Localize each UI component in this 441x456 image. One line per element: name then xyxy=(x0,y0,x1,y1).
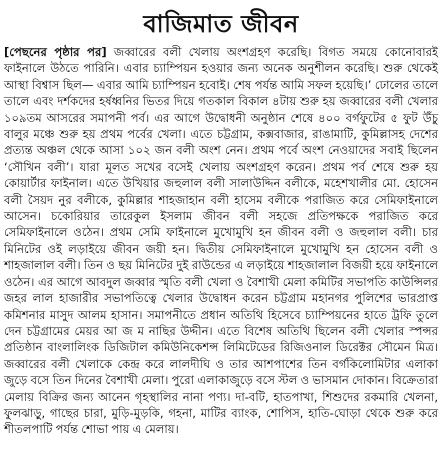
article-body xyxy=(4,44,438,438)
headline: বাজিমাত জীবন xyxy=(143,10,299,38)
continuation-kicker: [পেছনের পৃষ্ঠার পর] xyxy=(4,45,107,59)
headline-container xyxy=(4,4,438,44)
article-text: জব্বারের বলী খেলায় অংশগ্রহণ করেছি। বিগত সময়ে কোনোবারই ফাইনালে উঠতে পারিনি। এবার চ্যাম্পিয়ন হওয়ার জন্য অনেক অনুশীলন করেছি। শুরু থেকেই আস্থা বিশ্বাস ছিল— এবার আমি চ্যাম্পিয়ন হবোই। শেষ পর্যন্ত আমি সফল হয়েছি।’ ঢোলের তালে তালে এবং দর্শকদের হর্ষধ্বনির ভিতর দিয়ে গতকাল বিকাল ৪টায় শুরু হয় জব্বারের বলী খেলার ১০৯তম আসরের সমাপনী পর্ব। এর আগে উদ্বোধনী অনুষ্ঠান শেষে ৪০০ বর্গফুটের ৫ ফুট উঁচু বালুর মঞ্চে শুরু হয় প্রথম পর্বের খেলা। এতে চট্টগ্রাম, কক্সবাজার, রাঙামাটি, কুমিল্লাসহ দেশের প্রত্যন্ত অঞ্চল থেকে আসা ১০২ জন বলী অংশ নেন। প্রথম পর্বে অংশ নেওয়াদের সবাই ছিলেন ‘সৌখিন বলী’। যারা মূলত সখের বসেই খেলায় অংশগ্রহণ করেন। প্রথম পর্ব শেষে শুরু হয় কোয়ার্টার ফাইনাল। এতে উখিয়ার জহুলাল বলী সালাউদ্দিন বলীকে, মহেশখালীর মো. হোসেন বলী সৈয়দ নুর বলীকে, কুমিল্লার শাহজাহান বলী হাসেম বলীকে পরাজিত করে সেমিফাইনালে আসেন। চকোরিয়ার তারেকুল ইসলাম জীবন বলী সহজে প্রতিপক্ষকে পরাজিত করে সেমিফাইনালে ওঠেন। প্রথম সেমি ফাইনালে মুখোমুখি হন জীবন বলী ও জহুলাল বলী। চার মিনিটের ওই লড়াইয়ে জীবন জয়ী হন। দ্বিতীয় সেমিফাইনালে মুখোমুখি হন হোসেন বলী ও শাহজালাল বলী। তিন ও ছয় মিনিটের দুই রাউন্ডের এ লড়াইয়ে শাহজালাল বিজয়ী হয়ে ফাইনালে ওঠেন। এর আগে আবদুল জব্বার স্মৃতি বলী খেলা ও বৈশাখী মেলা কমিটির সভাপতি কাউন্সিলর জহর লাল হাজারীর সভাপতিত্বে খেলার উদ্বোধন করেন চট্টগ্রাম মহানগর পুলিশের ভারপ্রাপ্ত কমিশনার মাসুদ আলম হাসান। সমাপনীতে প্রধান অতিথি হিসেবে চ্যাম্পিয়নের হাতে ট্রফি তুলে দেন চট্টগ্রামের মেয়র আ জ ম নাছির উদ্দীন। এতে বিশেষ অতিথি ছিলেন বলী খেলার স্পন্সর প্রতিষ্ঠান বাংলালিংক ডিজিটাল কমিউনিকেশন্স লিমিটেডের রিজিওনাল ডিরেক্টর সৌমেন মিত্র। জব্বারের বলী খেলাকে কেন্দ্র করে লালদীঘি ও তার আশপাশের তিন বর্গকিলোমিটার এলাকা জুড়ে বসে তিন দিনের বৈশাখী মেলা। পুরো এলাকাজুড়ে বসে স্টল ও ভাসমান দোকান। বিক্রেতারা মেলায় বিক্রির জন্য আনেন গৃহস্থালির নানা পণ্য। দা-বটি, হাতপাখা, শিশুদের রকমারি খেলনা, ফুলঝাড়ু, গাছের চারা, মুড়ি-মুড়কি, গহনা, মাটির ব্যাংক, শোপিস, হাতি-ঘোড়া থেকে শুরু করে শীতলপাটি পর্যন্ত শোভা পায় এ মেলায়। xyxy=(4,45,438,437)
